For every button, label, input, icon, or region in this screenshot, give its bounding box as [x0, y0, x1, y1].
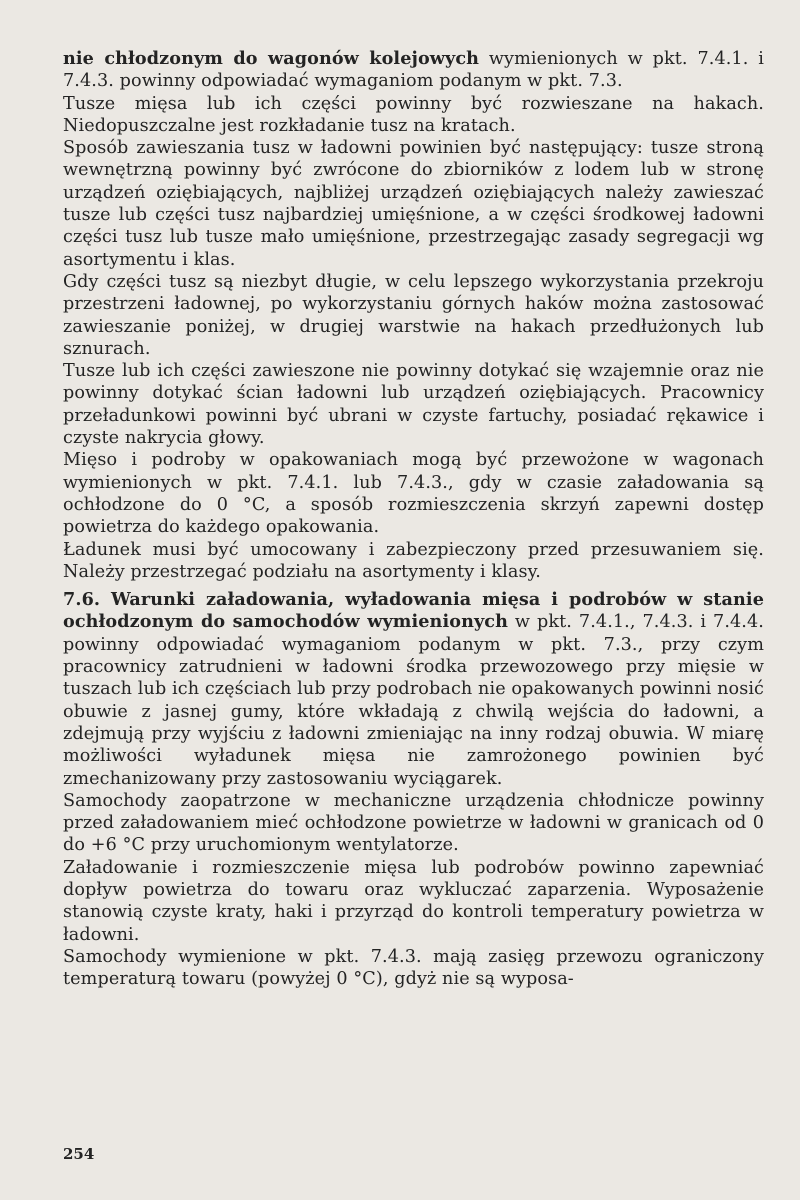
section-7-6-text: w pkt. 7.4.1., 7.4.3. i 7.4.4. powinny odpowiadać wymaganiom podanym w pkt. 7.3., przy czym pracownicy zatrudnieni w ładowni środka przewozowego przy mięsie w tuszach lub ich częściach lub przy podrobach nie opakowanych powinni nosić obuwie z jasnej gumy, które wkładają z chwilą wejścia do ładowni, a zdejmują przy wyjściu z ładowni zmieniając na inny rodzaj obuwia. W miarę możliwości wyładunek mięsa nie zamrożonego powinien być zmechanizowany przy zastosowaniu wyciągarek.: [63, 612, 764, 789]
paragraph-9-text: Samochody zaopatrzone w mechaniczne urządzenia chłodnicze powinny przed załadowaniem mieć ochłodzone powietrze w ładowni w granicach od 0 do +6 °C przy uruchomionym wentylatorze.: [63, 790, 764, 856]
paragraph-1: [63, 48, 764, 93]
paragraph-1-text: wymienionych w pkt. 7.4.1. i 7.4.3. powinny odpowiadać wymaganiom podanym w pkt. 7.3.: [63, 49, 764, 92]
paragraph-4-text: Gdy części tusz są niezbyt długie, w celu lepszego wykorzystania przekroju przestrzeni ładownej, po wykorzystaniu górnych haków można zastosować zawieszanie poniżej, w drugiej warstwie na hakach przedłużonych lub sznurach.: [63, 271, 764, 359]
paragraph-4: [63, 271, 764, 360]
paragraph-11-text: Samochody wymienione w pkt. 7.4.3. mają zasięg przewozu ograniczony temperaturą towaru (powyżej 0 °C), gdyż nie są wyposa-: [63, 946, 764, 990]
paragraph-3-text: Sposób zawieszania tusz w ładowni powinien być następujący: tusze stroną wewnętrzną powinny być zwrócone do zbiorników z lodem lub w stronę urządzeń oziębiających, najbliżej urządzeń oziębiających należy zawieszać tusze lub części tusz najbardziej umięśnione, a w części środkowej ładowni części tusz lub tusze mało umięśnione, przestrzegając zasady segregacji wg asortymentu i klas.: [63, 138, 764, 270]
paragraph-3: [63, 137, 764, 271]
paragraph-10: [63, 857, 764, 946]
paragraph-5: [63, 360, 764, 449]
paragraph-10-text: Załadowanie i rozmieszczenie mięsa lub podrobów powinno zapewniać dopływ powietrza do towaru oraz wykluczać zaparzenia. Wyposażenie stanowią czyste kraty, haki i przyrząd do kontroli temperatury powietrza w ładowni.: [63, 857, 764, 945]
section-7-6-heading: 7.6. Warunki załadowania, wyładowania mięsa i podrobów w stanie ochłodzonym do samochodów wymienionych: [63, 589, 764, 633]
page-number: 254: [63, 1145, 95, 1163]
paragraph-11: [63, 946, 764, 991]
paragraph-2: [63, 93, 764, 138]
paragraph-9: [63, 790, 764, 857]
paragraph-7-text: Ładunek musi być umocowany i zabezpieczony przed przesuwaniem się. Należy przestrzegać podziału na asortymenty i klasy.: [63, 539, 764, 582]
paragraph-6-text: Mięso i podroby w opakowaniach mogą być przewożone w wagonach wymienionych w pkt. 7.4.1. lub 7.4.3., gdy w czasie załadowania są ochłodzone do 0 °C, a sposób rozmieszczenia skrzyń zapewni dostęp powietrza do każdego opakowania.: [63, 450, 764, 538]
paragraph-7: [63, 539, 764, 584]
section-7-6-paragraph: [63, 589, 764, 790]
paragraph-2-text: Tusze mięsa lub ich części powinny być rozwieszane na hakach. Niedopuszczalne jest rozkładanie tusz na kratach.: [63, 93, 764, 136]
paragraph-5-text: Tusze lub ich części zawieszone nie powinny dotykać się wzajemnie oraz nie powinny dotykać ścian ładowni lub urządzeń oziębiających. Pracownicy przeładunkowi powinni być ubrani w czyste fartuchy, posiadać rękawice i czyste nakrycia głowy.: [63, 361, 764, 449]
paragraph-6: [63, 449, 764, 538]
paragraph-1-bold: nie chłodzonym do wagonów kolejowych: [63, 48, 480, 69]
